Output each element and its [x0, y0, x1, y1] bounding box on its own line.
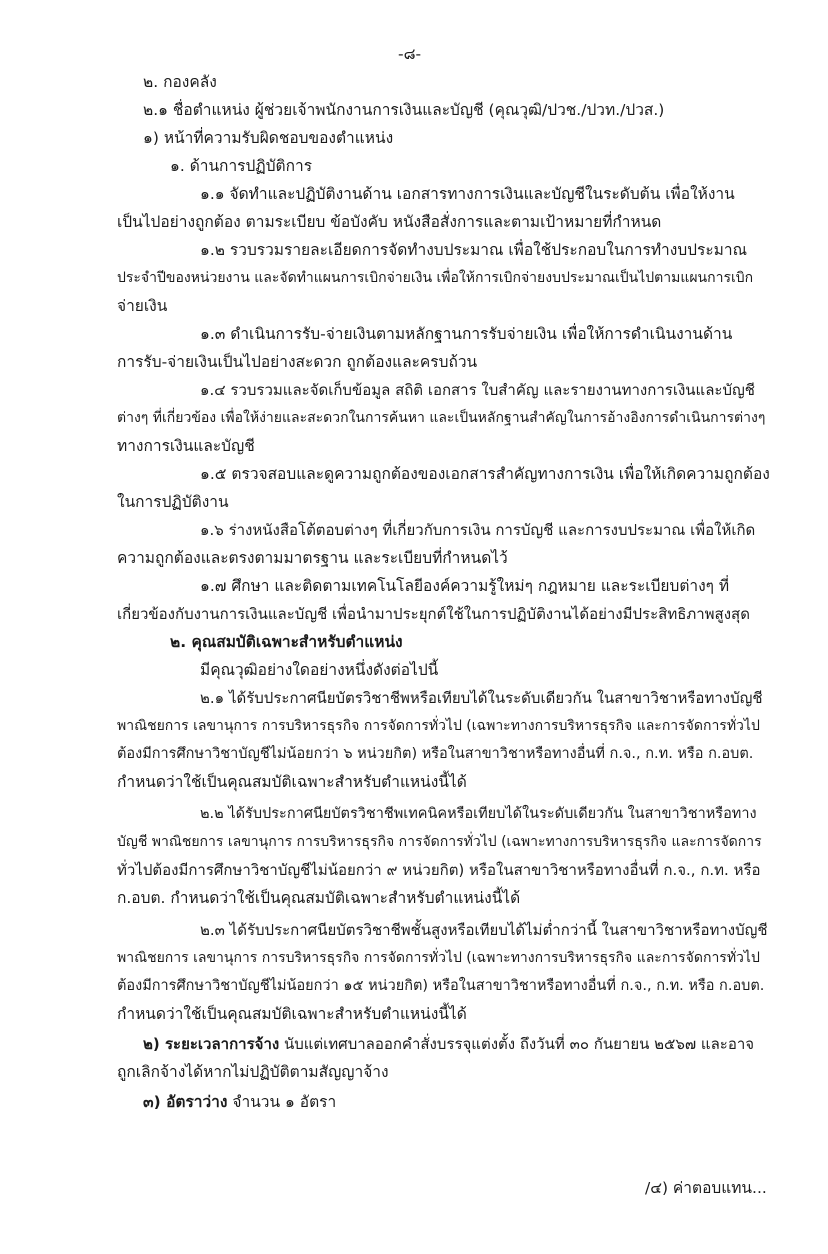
- duty-1-3-line2: การรับ-จ่ายเงินเป็นไปอย่างสะดวก ถูกต้องและครบถ้วน: [117, 353, 478, 371]
- vacancy-row: [143, 1092, 336, 1112]
- duties-heading: ๑) หน้าที่ความรับผิดชอบของตำแหน่ง: [143, 129, 394, 147]
- section-heading: ๒. กองคลัง: [143, 73, 217, 91]
- qualification-2-1-line1: ๒.๑ ได้รับประกาศนียบัตรวิชาชีพหรือเทียบได้ในระดับเดียวกัน ในสาขาวิชาหรือทางบัญชี: [200, 689, 763, 707]
- duty-1-7-line1: ๑.๗ ศึกษา และติดตามเทคโนโลยีองค์ความรู้ใหม่ๆ กฎหมาย และระเบียบต่างๆ ที่: [200, 577, 730, 595]
- duty-1-2-line1: ๑.๒ รวบรวมรายละเอียดการจัดทำงบประมาณ เพื่อใช้ประกอบในการทำงบประมาณ: [200, 241, 747, 259]
- duty-1-2-line2: ประจำปีของหน่วยงาน และจัดทำแผนการเบิกจ่ายเงิน เพื่อให้การเบิกจ่ายงบประมาณเป็นไปตามแผนการเบิก: [117, 270, 754, 286]
- qualifications-heading: ๒. คุณสมบัติเฉพาะสำหรับตำแหน่ง: [170, 633, 403, 651]
- duty-1-1-line1: ๑.๑ จัดทำและปฏิบัติงานด้าน เอกสารทางการเงินและบัญชีในระดับต้น เพื่อให้งาน: [200, 185, 735, 203]
- qualifications-intro: มีคุณวุฒิอย่างใดอย่างหนึ่งดังต่อไปนี้: [200, 661, 439, 679]
- duty-1-6-line2: ความถูกต้องและตรงตามมาตรฐาน และระเบียบที่กำหนดไว้: [117, 549, 508, 567]
- qualification-2-2-line2: บัญชี พาณิชยการ เลขานุการ การบริหารธุรกิจ การจัดการทั่วไป (เฉพาะทางการบริหารธุรกิจ และการจัดการ: [117, 834, 762, 850]
- vacancy-text: จำนวน ๑ อัตรา: [232, 1093, 337, 1111]
- qualification-2-3-line1: ๒.๓ ได้รับประกาศนียบัตรวิชาชีพชั้นสูงหรือเทียบได้ไม่ต่ำกว่านี้ ในสาขาวิชาหรือทางบัญชี: [200, 921, 768, 939]
- qualification-2-3-line2: พาณิชยการ เลขานุการ การบริหารธุรกิจ การจัดการทั่วไป (เฉพาะทางการบริหารธุรกิจ และการจัดการทั่วไป: [117, 950, 760, 966]
- qualification-2-3-line3: ต้องมีการศึกษาวิชาบัญชีไม่น้อยกว่า ๑๕ หน่วยกิต) หรือในสาขาวิชาหรือทางอื่นที่ ก.จ., ก.ท. หรือ ก.อบต.: [117, 978, 765, 994]
- qualification-2-2-line1: ๒.๒ ได้รับประกาศนียบัตรวิชาชีพเทคนิคหรือเทียบได้ในระดับเดียวกัน ในสาขาวิชาหรือทาง: [200, 806, 757, 822]
- qualification-2-2-line4: ก.อบต. กำหนดว่าใช้เป็นคุณสมบัติเฉพาะสำหรับตำแหน่งนี้ได้: [117, 889, 521, 907]
- continued-note: /๔) ค่าตอบแทน...: [645, 1179, 767, 1197]
- employment-text-2: ถูกเลิกจ้างได้หากไม่ปฏิบัติตามสัญญาจ้าง: [117, 1063, 389, 1081]
- qualification-2-1-line3: ต้องมีการศึกษาวิชาบัญชีไม่น้อยกว่า ๖ หน่วยกิต) หรือในสาขาวิชาหรือทางอื่นที่ ก.จ., ก.ท. หรือ ก.อบต.: [117, 746, 754, 762]
- duty-1-6-line1: ๑.๖ ร่างหนังสือโต้ตอบต่างๆ ที่เกี่ยวกับการเงิน การบัญชี และการงบประมาณ เพื่อให้เกิด: [200, 521, 756, 539]
- qualification-2-2-line3: ทั่วไปต้องมีการศึกษาวิชาบัญชีไม่น้อยกว่า ๙ หน่วยกิต) หรือในสาขาวิชาหรือทางอื่นที่ ก.จ., ก.ท. หรือ: [117, 861, 761, 879]
- duty-1-1-line2: เป็นไปอย่างถูกต้อง ตามระเบียบ ข้อบังคับ หนังสือสั่งการและตามเป้าหมายที่กำหนด: [117, 213, 662, 231]
- page-number: -๘-: [398, 45, 422, 63]
- duty-1-4-line3: ทางการเงินและบัญชี: [117, 437, 255, 455]
- duty-1-4-line2: ต่างๆ ที่เกี่ยวข้อง เพื่อให้ง่ายและสะดวกในการค้นหา และเป็นหลักฐานสำคัญในการอ้างอิงการดำเนินการต่างๆ: [117, 410, 766, 426]
- operations-heading: ๑. ด้านการปฏิบัติการ: [170, 157, 313, 175]
- duty-1-3-line1: ๑.๓ ดำเนินการรับ-จ่ายเงินตามหลักฐานการรับจ่ายเงิน เพื่อให้การดำเนินงานด้าน: [200, 325, 733, 343]
- qualification-2-1-line2: พาณิชยการ เลขานุการ การบริหารธุรกิจ การจัดการทั่วไป (เฉพาะทางการบริหารธุรกิจ และการจัดการทั่วไป: [117, 718, 760, 734]
- duty-1-7-line2: เกี่ยวข้องกับงานการเงินและบัญชี เพื่อนำมาประยุกต์ใช้ในการปฏิบัติงานได้อย่างมีประสิทธิภาพสูงสุด: [117, 605, 750, 623]
- duty-1-4-line1: ๑.๔ รวบรวมและจัดเก็บข้อมูล สถิติ เอกสาร ใบสำคัญ และรายงานทางการเงินและบัญชี: [200, 381, 755, 399]
- duty-1-5-line1: ๑.๕ ตรวจสอบและดูความถูกต้องของเอกสารสำคัญทางการเงิน เพื่อให้เกิดความถูกต้อง: [200, 465, 770, 483]
- position-title: ๒.๑ ชื่อตำแหน่ง ผู้ช่วยเจ้าพนักงานการเงินและบัญชี (คุณวุฒิ/ปวช./ปวท./ปวส.): [143, 101, 665, 119]
- vacancy-heading: ๓) อัตราว่าง: [143, 1093, 228, 1111]
- employment-row: [143, 1034, 754, 1054]
- employment-heading: ๒) ระยะเวลาการจ้าง: [143, 1035, 280, 1053]
- employment-text: นับแต่เทศบาลออกคำสั่งบรรจุแต่งตั้ง ถึงวันที่ ๓๐ กันยายน ๒๕๖๗ และอาจ: [283, 1035, 755, 1053]
- duty-1-2-line3: จ่ายเงิน: [117, 297, 168, 315]
- qualification-2-1-line4: กำหนดว่าใช้เป็นคุณสมบัติเฉพาะสำหรับตำแหน่งนี้ได้: [117, 773, 467, 791]
- qualification-2-3-line4: กำหนดว่าใช้เป็นคุณสมบัติเฉพาะสำหรับตำแหน่งนี้ได้: [117, 1005, 467, 1023]
- duty-1-5-line2: ในการปฏิบัติงาน: [117, 493, 229, 511]
